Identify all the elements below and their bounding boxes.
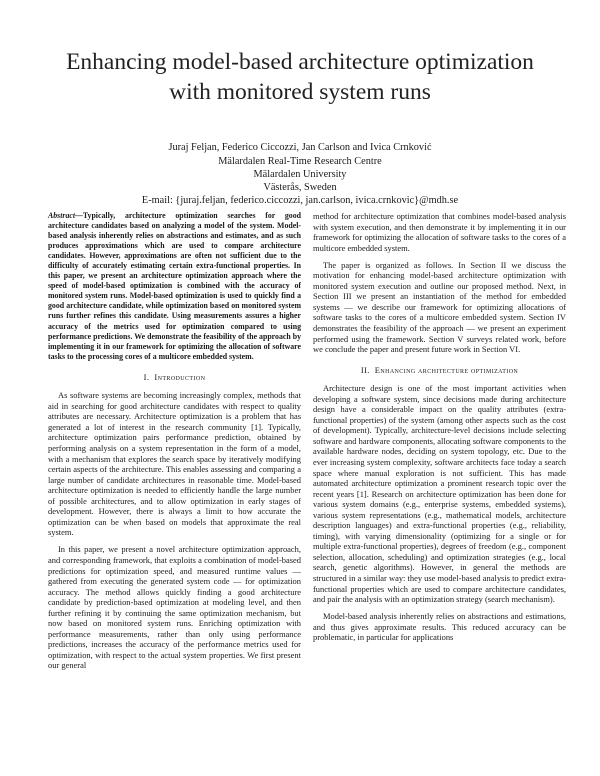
abstract-text: —Typically, architecture optimization searches for good architecture candidates based on analyzing a model of the system. Model-based analysis inherently relies on abstractions and estimates, and as such produces approximations which are used to compare architecture candidates. However, approximations are often not sufficient due to the difficulty of accurately estimating certain extra-functional properties. In this paper, we present an architecture optimization approach where the speed of model-based optimization is combined with the accuracy of monitored system runs. Model-based optimization is used to quickly find a good architecture candidate, while optimization based on monitored system runs further refines this candidate. Using measurements assures a higher accuracy of the metrics used for optimization compared to using performance predictions. We demonstrate the feasibility of the approach by implementing it in our framework for optimizing the allocation of software tasks to the processing cores of a multicore embedded system. <box>48 211 301 361</box>
title-line-1: Enhancing model-based architecture optimization <box>66 49 534 75</box>
abstract <box>48 211 301 362</box>
section-number: II. <box>360 364 370 375</box>
section-title: Introduction <box>154 371 206 382</box>
left-column <box>48 211 301 671</box>
section-title: Enhancing architecture optimization <box>374 364 519 375</box>
paper-title <box>40 47 560 107</box>
right-column <box>313 211 566 643</box>
motivation-paragraph-1: Architecture design is one of the most important activities when developing a software system, since decisions made during architecture design have a considerable impact on the quality attributes (extra-functional properties) of the system (among other aspects such as the cost of development). Typically, architecture-level decisions include selecting software and hardware components, allocating software components to the available hardware nodes, deciding on system topology, etc. Due to the ever increasing system complexity, software architects face today a search space where manual exploration is not sufficient. This has made automated architecture optimization a prominent research topic over the recent years [1]. Research on architecture optimization has been done for various system domains (e.g., enterprise systems, embedded systems), various system representations (e.g., mathematical models, architecture description languages) and extra-functional properties (e.g., reliability, timing), with varying dimensionality (optimizing for a single or for multiple extra-functional properties), degrees of freedom (e.g., component selection, allocation, scheduling) and optimization strategies (e.g., local search, genetic algorithms). However, in general the methods are structured in a similar way: they use model-based analysis to predict extra-functional properties which are used to compare architecture candidates, and pair the analysis with an optimization strategy (search mechanism). <box>313 383 566 605</box>
abstract-label: Abstract <box>48 211 76 220</box>
section-heading-motivation <box>313 365 566 376</box>
affiliation-university: Mälardalen University <box>253 168 347 180</box>
section-number: I. <box>143 371 150 382</box>
author-emails: E-mail: {juraj.feljan, federico.ciccozzi, jan.carlson, ivica.crnkovic}@mdh.se <box>141 195 459 207</box>
title-line-2: with monitored system runs <box>169 79 431 105</box>
affiliation-city: Västerås, Sweden <box>263 182 337 194</box>
affiliation-centre: Mälardalen Real-Time Research Centre <box>218 155 382 167</box>
intro-paragraph-1: As software systems are becoming increasingly complex, methods that aid in searching for good architecture candidates with respect to quality attributes are necessary. Architecture optimization is a problem that has generated a lot of interest in the research community [1]. Typically, architecture optimization pairs performance prediction, obtained by performing analysis on a system representation in the form of a model, with a mechanism that explores the search space by iteratively modifying certain aspects of the architecture. This enables assessing and comparing a large number of candidate architectures in reasonable time. Model-based architecture optimization is needed to efficiently handle the large number of possible architectures, and to allow optimization in early stages of development. However, there is always a limit to how accurate the optimization can be when based on models that approximate the real system. <box>48 390 301 538</box>
section-heading-introduction <box>48 372 301 383</box>
intro-paragraph-2-continued: method for architecture optimization that combines model-based analysis with system execution, and then demonstrate it by implementing it in our framework for optimizing the allocation of software tasks to the cores of a multicore embedded system. <box>313 211 566 253</box>
intro-paragraph-3: The paper is organized as follows. In Section II we discuss the motivation for enhancing model-based architecture optimization with monitored system execution and outline our proposed method. Next, in Section III we present an instantiation of the method for embedded systems — we describe our framework for optimizing allocations of software tasks to the cores of a multicore embedded system. Section IV demonstrates the feasibility of the approach — we present an experiment performed using the framework. Section V surveys related work, before we conclude the paper and present future work in Section VI. <box>313 259 566 355</box>
intro-paragraph-2: In this paper, we present a novel architecture optimization approach, and corresponding framework, that exploits a combination of model-based predictions for optimization speed, and measured runtime values — gathered from executing the generated system code — for optimization accuracy. The method allows quickly finding a good architecture candidate by prediction-based optimization at modeling level, and then further refining it by continuing the same optimization mechanism, but now based on monitored system runs. Enriching optimization with performance measurements, rather than only using performance predictions, increases the accuracy of the performance metrics used for optimization, with respect to the actual system properties. We first present our general <box>48 544 301 671</box>
author-block <box>60 141 540 208</box>
author-names: Juraj Feljan, Federico Ciccozzi, Jan Carlson and Ivica Crnković <box>168 142 432 153</box>
motivation-paragraph-2: Model-based analysis inherently relies on abstractions and estimations, and thus gives approximate results. This reduced accuracy can be problematic, in particular for applications <box>313 611 566 643</box>
